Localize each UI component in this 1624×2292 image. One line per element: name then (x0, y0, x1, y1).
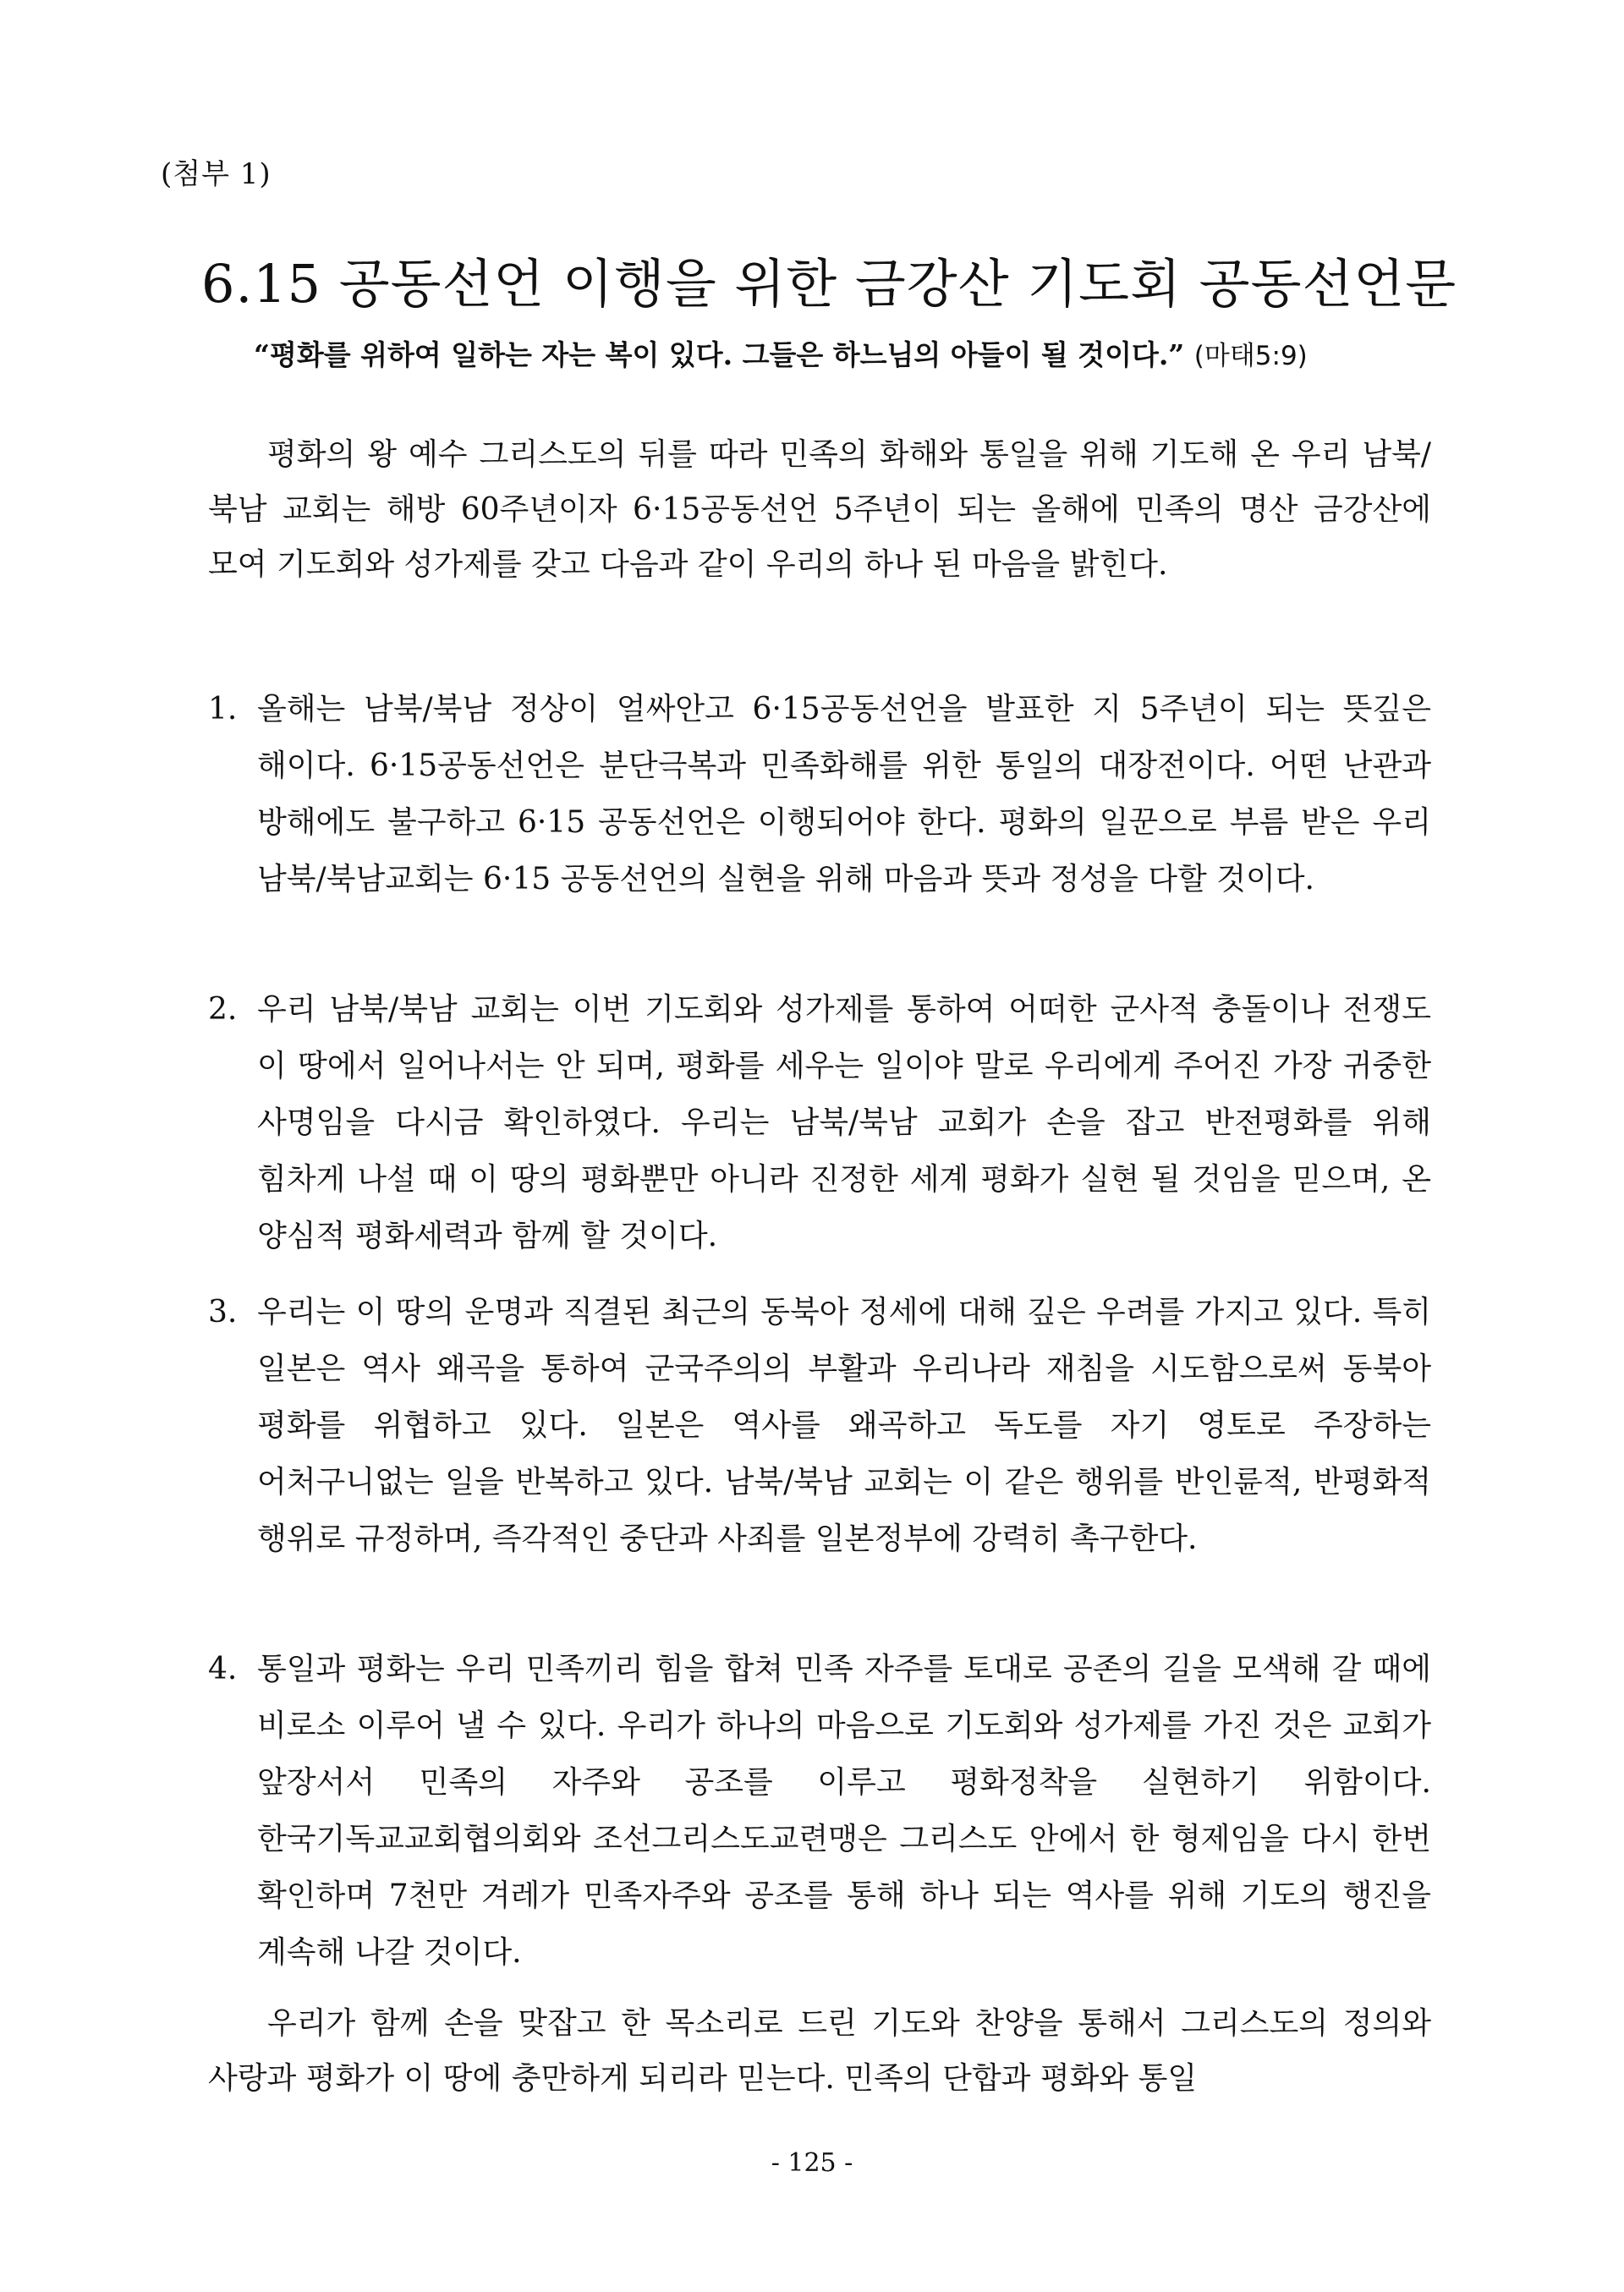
item-number: 1. (208, 692, 238, 727)
epigraph (254, 333, 1438, 373)
page-title: 6.15 공동선언 이행을 위한 금강산 기도회 공동선언문 (201, 253, 1457, 315)
epigraph-reference: (마태5:9) (1193, 341, 1308, 371)
item-text: 올해는 남북/북남 정상이 얼싸안고 6·15공동선언을 발표한 지 5주년이 되는 뜻깊은 해이다. 6·15공동선언은 분단극복과 민족화해를 위한 통일의 대장전이다. 어떤 난관과 방해에도 불구하고 6·15 공동선언은 이행되어야 한다. 평화의 일꾼으로 부름 받은 우리 남북/북남교회는 6·15 공동선언의 실현을 위해 마음과 뜻과 정성을 다할 것이다. (257, 692, 1431, 897)
item-text: 우리 남북/북남 교회는 이번 기도회와 성가제를 통하여 어떠한 군사적 충돌이나 전쟁도 이 땅에서 일어나서는 안 되며, 평화를 세우는 일이야 말로 우리에게 주어진 가장 귀중한 사명임을 다시금 확인하였다. 우리는 남북/북남 교회가 손을 잡고 반전평화를 위해 힘차게 나설 때 이 땅의 평화뿐만 아니라 진정한 세계 평화가 실현 될 것임을 믿으며, 온 양심적 평화세력과 함께 할 것이다. (257, 992, 1431, 1253)
closing-paragraph: 우리가 함께 손을 맞잡고 한 목소리로 드린 기도와 찬양을 통해서 그리스도의 정의와 사랑과 평화가 이 땅에 충만하게 되리라 믿는다. 민족의 단합과 평화와 통일 (208, 2006, 1431, 2096)
epigraph-text: “평화를 위하여 일하는 자는 복이 있다. 그들은 하느님의 아들이 될 것이다.” (254, 338, 1185, 371)
list-item (208, 681, 1431, 907)
intro-paragraph: 평화의 왕 예수 그리스도의 뒤를 따라 민족의 화해와 통일을 위해 기도해 온 우리 남북/북남 교회는 해방 60주년이자 6·15공동선언 5주년이 되는 올해에 민족의 명산 금강산에 모여 기도회와 성가제를 갖고 다음과 같이 우리의 하나 된 마음을 밝힌다. (208, 437, 1431, 582)
item-number: 3. (208, 1295, 238, 1330)
page-number: - 125 - (771, 2148, 853, 2178)
list-item (208, 1641, 1431, 1981)
list-item (208, 981, 1431, 1264)
item-text: 통일과 평화는 우리 민족끼리 힘을 합쳐 민족 자주를 토대로 공존의 길을 모색해 갈 때에 비로소 이루어 낼 수 있다. 우리가 하나의 마음으로 기도회와 성가제를 가진 것은 교회가 앞장서서 민족의 자주와 공조를 이루고 평화정착을 실현하기 위함이다. 한국기독교교회협의회와 조선그리스도교련맹은 그리스도 안에서 한 형제임을 다시 한번 확인하며 7천만 겨레가 민족자주와 공조를 통해 하나 되는 역사를 위해 기도의 행진을 계속해 나갈 것이다. (257, 1652, 1431, 1970)
item-number: 2. (208, 992, 238, 1027)
list-item (208, 1284, 1431, 1567)
attachment-label: (첨부 1) (161, 157, 272, 191)
item-text: 우리는 이 땅의 운명과 직결된 최근의 동북아 정세에 대해 깊은 우려를 가지고 있다. 특히 일본은 역사 왜곡을 통하여 군국주의의 부활과 우리나라 재침을 시도함으로써 동북아 평화를 위협하고 있다. 일본은 역사를 왜곡하고 독도를 자기 영토로 주장하는 어처구니없는 일을 반복하고 있다. 남북/북남 교회는 이 같은 행위를 반인륜적, 반평화적 행위로 규정하며, 즉각적인 중단과 사죄를 일본정부에 강력히 촉구한다. (257, 1295, 1431, 1556)
item-number: 4. (208, 1652, 238, 1686)
